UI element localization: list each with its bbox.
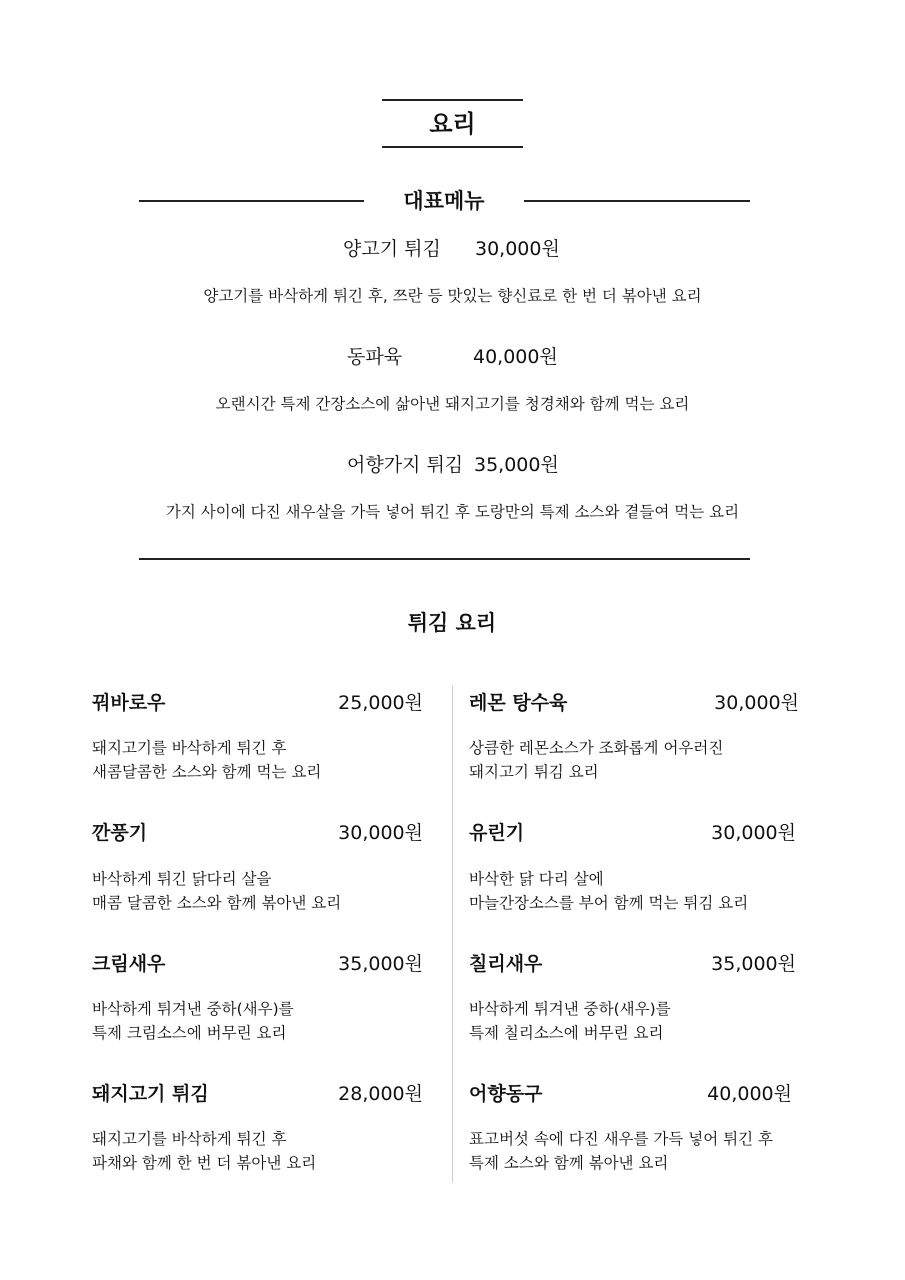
menu-item-price: 30,000원: [714, 692, 799, 714]
menu-item-description: 파채와 함께 한 번 더 볶아낸 요리: [92, 1154, 317, 1172]
signature-heading: 대표메뉴: [403, 189, 485, 213]
menu-item-description: 표고버섯 속에 다진 새우를 가득 넣어 튀긴 후: [469, 1130, 774, 1148]
menu-item-name: 돼지고기 튀김: [92, 1083, 209, 1105]
signature-item-price: 30,000원: [475, 238, 560, 260]
menu-item-description: 특제 칠리소스에 버무린 요리: [469, 1024, 664, 1042]
signature-item-name: 어향가지 튀김: [347, 454, 464, 476]
menu-item-price: 40,000원: [707, 1083, 792, 1105]
menu-item-description: 마늘간장소스를 부어 함께 먹는 튀김 요리: [469, 894, 749, 912]
signature-item-price: 40,000원: [473, 346, 558, 368]
title-bottom-rule: [382, 146, 523, 148]
menu-item-description: 돼지고기 튀김 요리: [469, 763, 599, 781]
signature-item-description: 가지 사이에 다진 새우살을 가득 넣어 튀긴 후 도랑만의 특제 소스와 곁들여 먹는 요리: [165, 503, 740, 521]
signature-item-description: 양고기를 바삭하게 튀긴 후, 쯔란 등 맛있는 향신료로 한 번 더 볶아낸 요리: [203, 287, 702, 305]
menu-item-description: 매콤 달콤한 소스와 함께 볶아낸 요리: [92, 894, 342, 912]
menu-item-description: 돼지고기를 바삭하게 튀긴 후: [92, 739, 287, 757]
signature-item-name: 양고기 튀김: [343, 238, 441, 260]
menu-item-price: 35,000원: [711, 953, 796, 975]
menu-item-description: 바삭한 닭 다리 살에: [469, 870, 604, 888]
menu-item-description: 바삭하게 튀긴 닭다리 살을: [92, 870, 272, 888]
menu-item-name: 유린기: [469, 822, 525, 844]
menu-item-price: 30,000원: [338, 822, 423, 844]
signature-rule-left: [139, 200, 364, 202]
menu-item-description: 바삭하게 튀겨낸 중하(새우)를: [92, 1000, 294, 1018]
menu-item-name: 크림새우: [92, 953, 166, 975]
menu-item-description: 바삭하게 튀겨낸 중하(새우)를: [469, 1000, 671, 1018]
menu-item-name: 칠리새우: [469, 953, 543, 975]
column-divider: [452, 685, 453, 1183]
title-top-rule: [382, 99, 523, 101]
menu-item-name: 꿔바로우: [92, 692, 166, 714]
page-title: 요리: [429, 110, 476, 138]
menu-item-price: 35,000원: [338, 953, 423, 975]
signature-bottom-rule: [139, 558, 750, 560]
menu-item-price: 28,000원: [338, 1083, 423, 1105]
signature-item-price: 35,000원: [474, 454, 559, 476]
menu-item-name: 어향동구: [469, 1083, 543, 1105]
menu-item-description: 돼지고기를 바삭하게 튀긴 후: [92, 1130, 287, 1148]
menu-item-name: 깐풍기: [92, 822, 148, 844]
menu-item-description: 상큼한 레몬소스가 조화롭게 어우러진: [469, 739, 724, 757]
signature-rule-right: [524, 200, 750, 202]
signature-item-description: 오랜시간 특제 간장소스에 삶아낸 돼지고기를 청경채와 함께 먹는 요리: [215, 395, 690, 413]
menu-item-name: 레몬 탕수육: [469, 692, 568, 714]
menu-item-description: 특제 크림소스에 버무린 요리: [92, 1024, 287, 1042]
signature-item-name: 동파육: [347, 346, 403, 368]
fried-heading: 튀김 요리: [407, 611, 497, 635]
menu-item-price: 25,000원: [338, 692, 423, 714]
menu-item-description: 새콤달콤한 소스와 함께 먹는 요리: [92, 763, 322, 781]
menu-item-description: 특제 소스와 함께 볶아낸 요리: [469, 1154, 669, 1172]
menu-item-price: 30,000원: [711, 822, 796, 844]
